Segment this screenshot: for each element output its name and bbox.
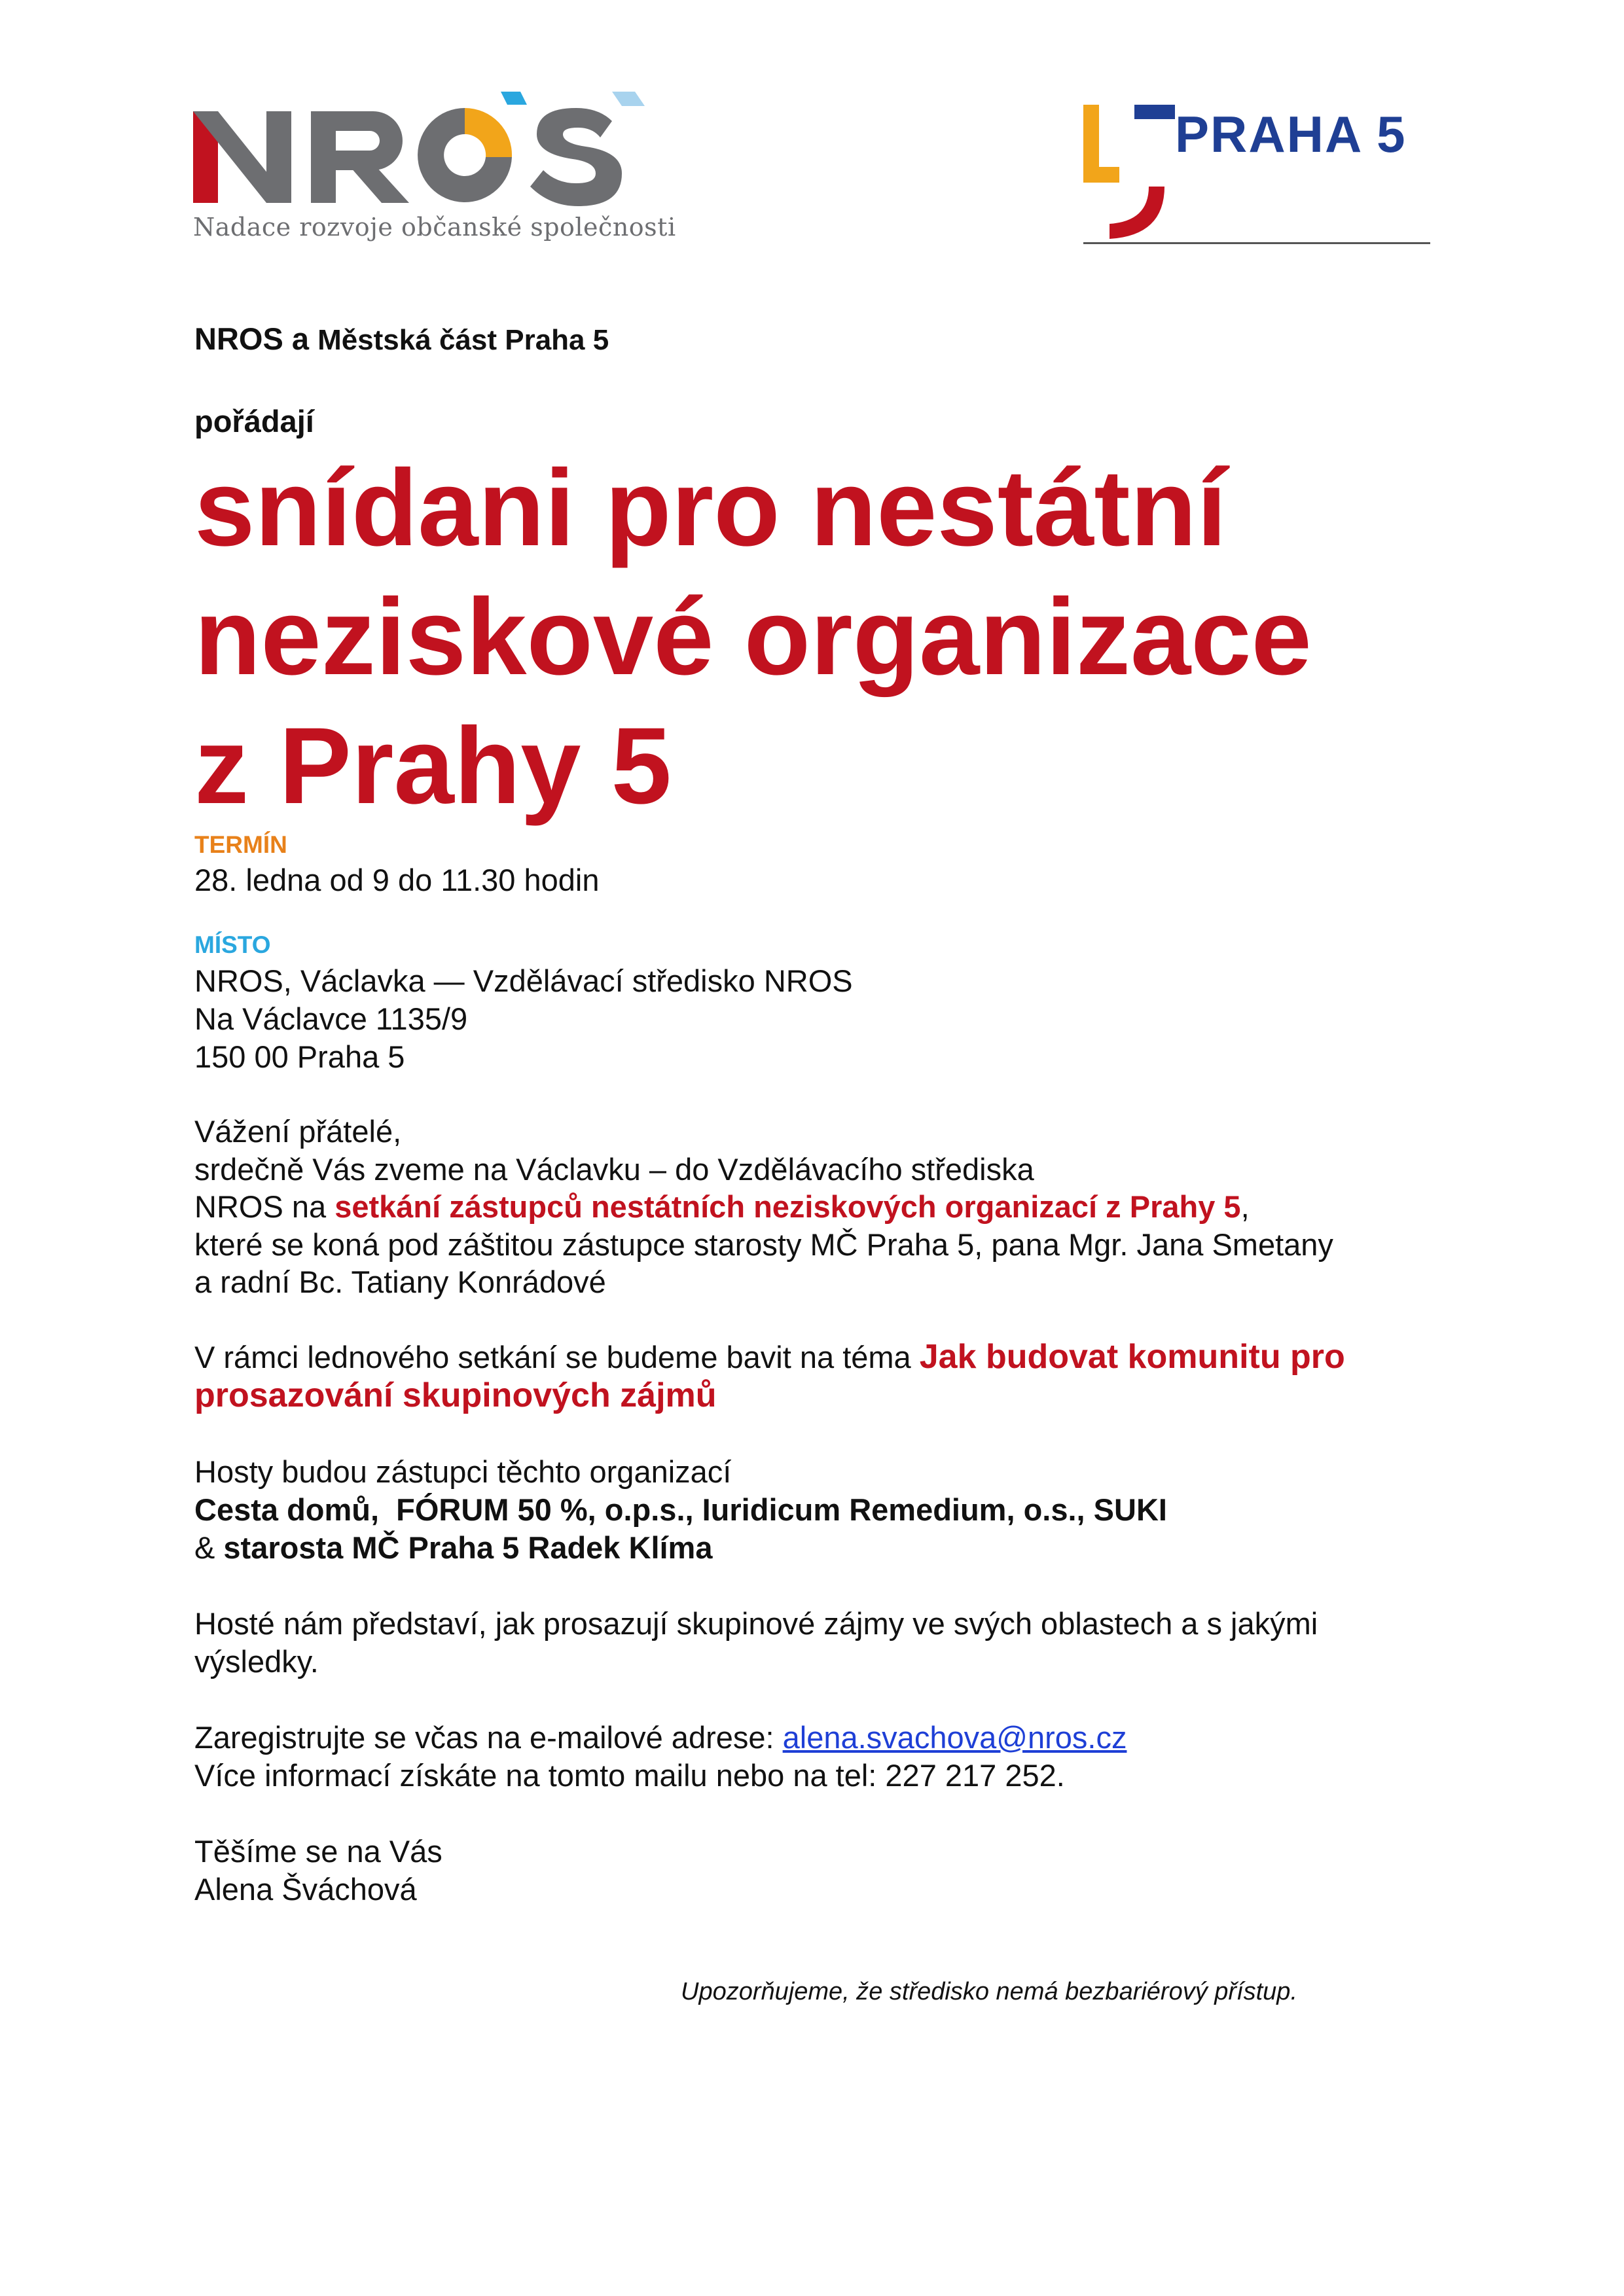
misto-line-3: 150 00 Praha 5 [194,1039,405,1074]
headline-line-3: z Prahy 5 [194,706,672,827]
meeting-highlight: setkání zástupců nestátních neziskových organizací z Prahy 5 [334,1189,1241,1224]
registration-prefix: Zaregistrujte se včas na e-mailové adrese: [194,1720,783,1755]
nros-wordmark [193,92,664,206]
intro-verb: pořádají [194,404,314,439]
invitation-line-3-prefix: NROS na [194,1189,335,1224]
misto-label: MÍSTO [194,931,271,958]
termin-value: 28. ledna od 9 do 11.30 hodin [194,863,600,897]
closing-line: Těšíme se na Vás [194,1834,442,1869]
headline-line-1: snídani pro nestátní [194,448,1227,569]
signature: Alena Šváchová [194,1872,417,1907]
termin-label: TERMÍN [194,831,287,858]
topic-line-1 [194,1338,1345,1376]
invitation-line-4: které se koná pod záštitou zástupce starosty MČ Praha 5, pana Mgr. Jana Smetany [194,1227,1333,1262]
nros-tagline: Nadace rozvoje občanské společnosti [193,213,676,242]
nros-letter-o [418,92,527,202]
organizers-line [194,320,609,359]
greeting: Vážení přátelé, [194,1114,402,1149]
praha5-emblem-icon [1083,105,1175,242]
praha5-logo [1083,105,1430,252]
guests-mayor: starosta MČ Praha 5 Radek Klíma [223,1530,713,1565]
guests-orgs: Cesta domů, FÓRUM 50 %, o.p.s., Iuridicum Remedium, o.s., SUKI [194,1492,1167,1527]
invitation-line-3 [194,1188,1250,1226]
praha5-wordmark: PRAHA 5 [1175,105,1407,163]
accessibility-note: Upozorňujeme, že středisko nemá bezbariérový přístup. [681,1978,1298,2005]
guests-present-line-2: výsledky. [194,1644,319,1679]
nros-letter-n [193,111,291,203]
invitation-line-2: srdečně Vás zveme na Václavku – do Vzdělávacího střediska [194,1152,1034,1187]
nros-letter-r [311,111,409,203]
registration-line-1 [194,1719,1127,1757]
misto-line-1: NROS, Václavka — Vzdělávací středisko NROS [194,963,853,998]
nros-logo [193,92,676,252]
topic-highlight-2: prosazování skupinových zájmů [194,1376,717,1414]
invitation-line-5: a radní Bc. Tatiany Konrádové [194,1265,606,1299]
guests-present-line-1: Hosté nám představí, jak prosazují skupinové zájmy ve svých oblastech a s jakými [194,1606,1318,1641]
nros-letter-s [530,92,645,206]
misto-line-2: Na Václavce 1135/9 [194,1001,468,1036]
topic-prefix: V rámci lednového setkání se budeme bavit na téma [194,1340,920,1374]
guests-mayor-line [194,1529,713,1567]
praha5-divider [1083,242,1430,244]
organizers-praha5: Městská část Praha 5 [317,324,609,356]
guests-intro: Hosty budou zástupci těchto organizací [194,1454,732,1489]
organizers-nros: NROS a [194,321,309,356]
page-title [194,444,1312,831]
guests-amp: & [194,1530,224,1565]
invitation-line-3-suffix: , [1240,1189,1250,1224]
headline-line-2: neziskové organizace [194,577,1312,698]
topic-highlight-1: Jak budovat komunitu pro [919,1338,1345,1376]
registration-line-2: Více informací získáte na tomto mailu nebo na tel: 227 217 252. [194,1758,1065,1793]
registration-email-link[interactable]: alena.svachova@nros.cz [782,1720,1127,1755]
